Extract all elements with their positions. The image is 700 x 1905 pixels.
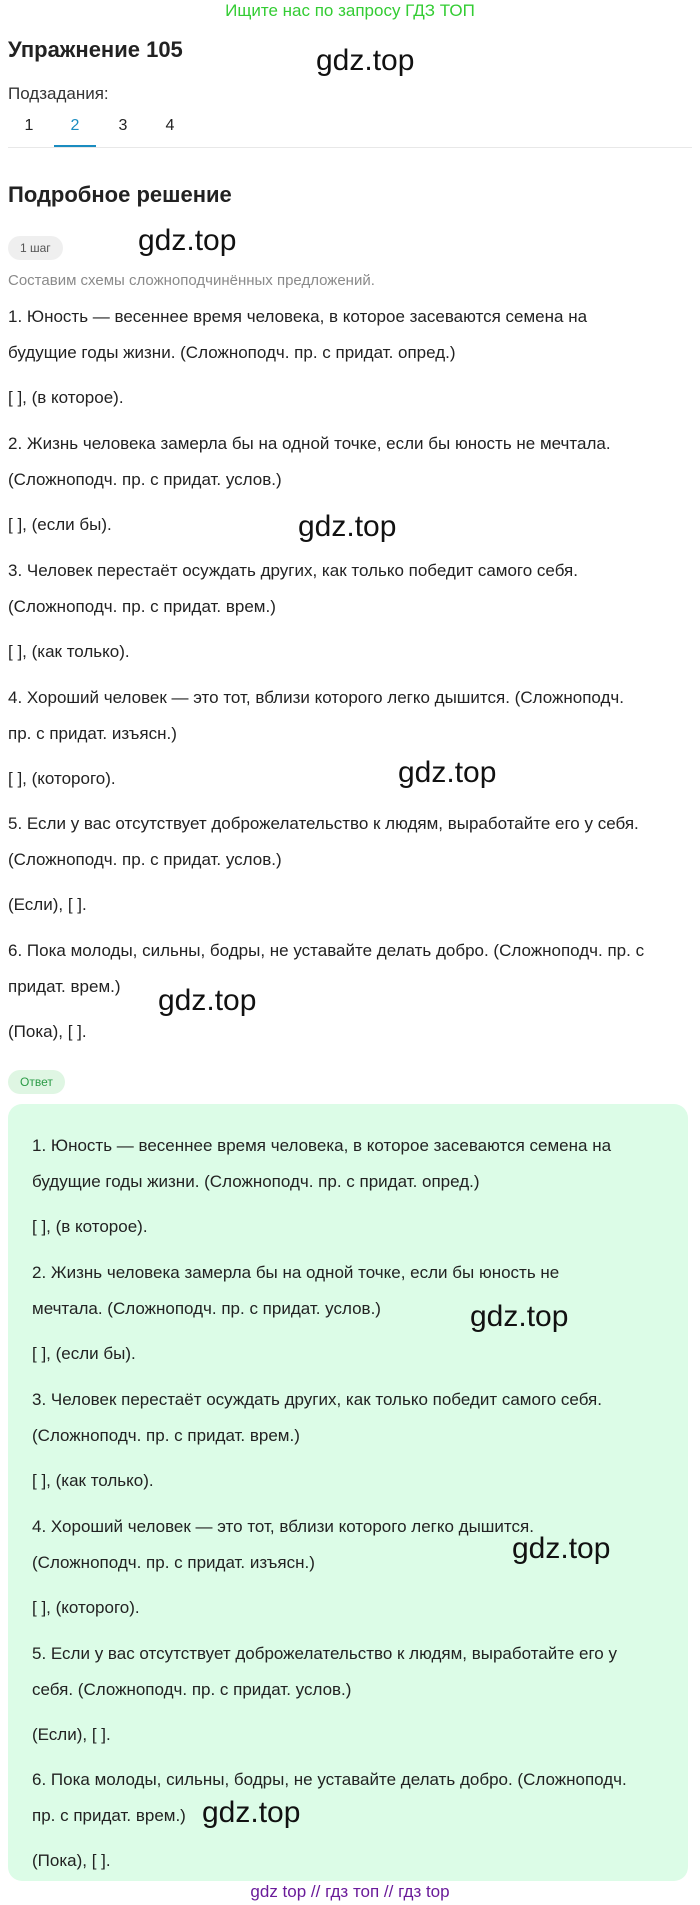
- solution-line: (Сложноподч. пр. с придат. врем.): [8, 597, 276, 616]
- answer-line: (Пока), [ ].: [32, 1851, 111, 1870]
- solution-line: 2. Жизнь человека замерла бы на одной точке, если бы юность не мечтала.: [8, 434, 611, 453]
- solution-line: 5. Если у вас отсутствует доброжелательство к людям, выработайте его у себя.: [8, 814, 639, 833]
- page-title: Упражнение 105: [8, 37, 183, 62]
- answer-line: [ ], (которого).: [32, 1598, 140, 1617]
- answer-line: пр. с придат. врем.): [32, 1806, 186, 1825]
- watermark: gdz.top: [158, 984, 257, 1017]
- answer-line: будущие годы жизни. (Сложноподч. пр. с придат. опред.): [32, 1172, 480, 1191]
- solution-line: (Сложноподч. пр. с придат. услов.): [8, 470, 282, 489]
- answer-line: (Если), [ ].: [32, 1725, 111, 1744]
- step-badge: 1 шаг: [8, 236, 63, 260]
- solution-line: (Сложноподч. пр. с придат. услов.): [8, 850, 282, 869]
- answer-line: (Сложноподч. пр. с придат. врем.): [32, 1426, 300, 1445]
- solution-line: [ ], (как только).: [8, 642, 130, 661]
- answer-line: 5. Если у вас отсутствует доброжелательство к людям, выработайте его у: [32, 1644, 617, 1663]
- solution-line: 1. Юность — весеннее время человека, в которое засеваются семена на: [8, 307, 588, 326]
- tab-subtask-3[interactable]: 3: [118, 117, 128, 134]
- solution-line: 6. Пока молоды, сильны, бодры, не уставайте делать добро. (Сложноподч. пр. с: [8, 941, 645, 960]
- watermark: gdz.top: [512, 1532, 611, 1565]
- answer-line: [ ], (если бы).: [32, 1344, 136, 1363]
- answer-line: 4. Хороший человек — это тот, вблизи которого легко дышится.: [32, 1517, 534, 1536]
- tab-subtask-4[interactable]: 4: [165, 117, 175, 134]
- tab-subtask-2[interactable]: 2: [54, 112, 96, 148]
- top-banner: Ищите нас по запросу ГДЗ ТОП: [225, 1, 475, 20]
- solution-line: 4. Хороший человек — это тот, вблизи которого легко дышится. (Сложноподч.: [8, 688, 624, 707]
- answer-badge: Ответ: [8, 1070, 65, 1094]
- watermark: gdz.top: [298, 510, 397, 543]
- watermark: gdz.top: [470, 1300, 569, 1333]
- answer-line: 6. Пока молоды, сильны, бодры, не уставайте делать добро. (Сложноподч.: [32, 1770, 627, 1789]
- answer-line: [ ], (как только).: [32, 1471, 154, 1490]
- tab-subtask-1[interactable]: 1: [24, 117, 34, 134]
- answer-line: (Сложноподч. пр. с придат. изъясн.): [32, 1553, 315, 1572]
- solution-line: [ ], (в которое).: [8, 388, 124, 407]
- watermark: gdz.top: [316, 44, 415, 77]
- solution-line: [ ], (которого).: [8, 769, 116, 788]
- answer-line: 1. Юность — весеннее время человека, в которое засеваются семена на: [32, 1136, 612, 1155]
- solution-line: пр. с придат. изъясн.): [8, 724, 177, 743]
- answer-line: себя. (Сложноподч. пр. с придат. услов.): [32, 1680, 352, 1699]
- watermark: gdz.top: [138, 224, 237, 257]
- section-title: Подробное решение: [8, 182, 232, 207]
- solution-line: (Если), [ ].: [8, 895, 87, 914]
- watermark: gdz.top: [202, 1796, 301, 1829]
- solution-line: 3. Человек перестаёт осуждать других, как только победит самого себя.: [8, 561, 578, 580]
- footer-links[interactable]: gdz top // гдз топ // гдз top: [250, 1882, 450, 1901]
- solution-line: [ ], (если бы).: [8, 515, 112, 534]
- answer-line: 3. Человек перестаёт осуждать других, как только победит самого себя.: [32, 1390, 602, 1409]
- solution-line: будущие годы жизни. (Сложноподч. пр. с придат. опред.): [8, 343, 456, 362]
- solution-intro: Составим схемы сложноподчинённых предложений.: [8, 272, 375, 289]
- solution-line: придат. врем.): [8, 977, 121, 996]
- answer-line: 2. Жизнь человека замерла бы на одной точке, если бы юность не: [32, 1263, 560, 1282]
- subtasks-label: Подзадания:: [8, 84, 109, 103]
- divider: [8, 147, 692, 148]
- answer-line: мечтала. (Сложноподч. пр. с придат. услов.): [32, 1299, 381, 1318]
- solution-line: (Пока), [ ].: [8, 1022, 87, 1041]
- answer-line: [ ], (в которое).: [32, 1217, 148, 1236]
- watermark: gdz.top: [398, 756, 497, 789]
